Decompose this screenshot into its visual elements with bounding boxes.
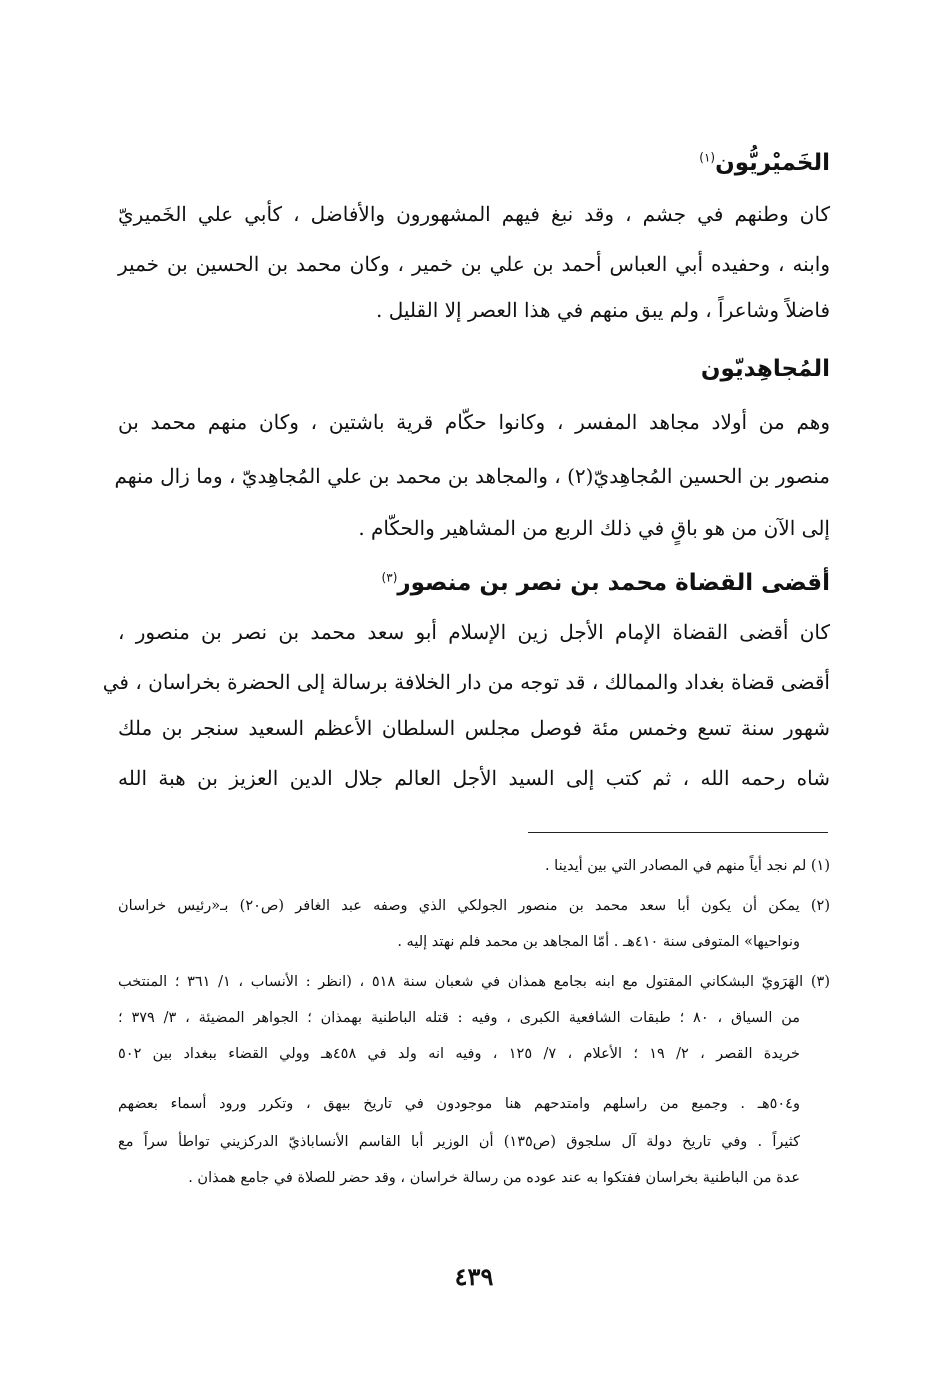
page-number: ٤٣٩ — [454, 1262, 494, 1291]
footnote-2-line: ونواحيها» المتوفى سنة ٤١٠هـ . أمّا المجاهد بن محمد فلم نهتد إليه . — [397, 934, 800, 950]
body-line: كان أقضى القضاة الإمام الأجل زين الإسلام أبو سعد محمد بن نصر بن منصور ، — [118, 620, 830, 644]
footnote-3-line: كثيراً . وفي تاريخ دولة آل سلجوق (ص١٣٥) أن الوزير أبا القاسم الأنساباذيّ الدركزيني تواطأ سراً مع — [118, 1134, 800, 1150]
footnote-1: (١) لم نجد أياً منهم في المصادر التي بين أيدينا . — [544, 858, 830, 874]
footnote-3-line: عدة من الباطنية بخراسان ففتكوا به عند عوده من رسالة خراسان ، وقد حضر للصلاة في جامع همذان . — [188, 1170, 800, 1186]
footnote-separator — [528, 832, 828, 833]
footnote-3-line: من السياق ، ٨٠ ؛ طبقات الشافعية الكبرى ، وفيه : قتله الباطنية بهمذان ؛ الجواهر المضيئة ، ٣/ ٣٧٩ ؛ — [118, 1010, 800, 1026]
body-line: منصور بن الحسين المُجاهِديّ(٢) ، والمجاهد بن محمد بن علي المُجاهِديّ ، وما زال منهم — [114, 464, 830, 488]
body-line: كان وطنهم في جشم ، وقد نبغ فيهم المشهورون والأفاضل ، كأبي علي الخَميريّ — [118, 202, 830, 226]
footnote-3-line: خريدة القصر ، ٢/ ١٩ ؛ الأعلام ، ٧/ ١٢٥ ، وفيه انه ولد في ٤٥٨هـ وولي القضاء ببغداد بين ٥٠٢ — [118, 1046, 800, 1062]
body-line: فاضلاً وشاعراً ، ولم يبق منهم في هذا العصر إلا القليل . — [375, 298, 830, 322]
section-heading-aqda-al-qudat: أقضى القضاة محمد بن نصر بن منصور$^{(٣)}$ — [381, 570, 830, 596]
section-heading-khumayriyyun: الخَميْريُّون$^{(١)}$ — [699, 150, 830, 176]
footnote-ref-3: (٣) — [381, 570, 398, 585]
body-line: إلى الآن من هو باقٍ في ذلك الربع من المشاهير والحكّام . — [358, 516, 830, 540]
footnote-2: (٢) يمكن أن يكون أبا سعد محمد بن منصور الجولكي الذي وصفه عبد الغافر (ص٢٠) بـ«رئيس خراسان — [118, 898, 831, 914]
footnote-3-line: و٥٠٤هـ . وجميع من راسلهم وامتدحهم هنا موجودون في تاريخ بيهق ، وتكرر ورود أسماء بعضهم — [118, 1096, 800, 1112]
body-line: وهم من أولاد مجاهد المفسر ، وكانوا حكّام قرية باشتين ، وكان منهم محمد بن — [118, 410, 830, 434]
body-line: أقضى قضاة بغداد والممالك ، قد توجه من دار الخلافة برسالة إلى الحضرة بخراسان ، في — [102, 670, 830, 694]
body-line: شاه رحمه الله ، ثم كتب إلى السيد الأجل العالم جلال الدين العزيز بن هبة الله — [118, 766, 830, 790]
footnote-ref-1: (١) — [699, 150, 716, 165]
body-line: وابنه ، وحفيده أبي العباس أحمد بن علي بن خمير ، وكان محمد بن الحسين بن خمير — [118, 252, 830, 276]
section-heading-mujahidiyyun: المُجاهِديّون — [700, 356, 830, 382]
body-line: شهور سنة تسع وخمس مئة فوصل مجلس السلطان الأعظم السعيد سنجر بن ملك — [118, 716, 830, 740]
footnote-3: (٣) الهَرَويّ البشكاني المقتول مع ابنه بجامع همذان في شعبان سنة ٥١٨ ، (انظر : الأنساب ، ١/ ٣٦١ ؛ المنتخب — [118, 974, 830, 990]
